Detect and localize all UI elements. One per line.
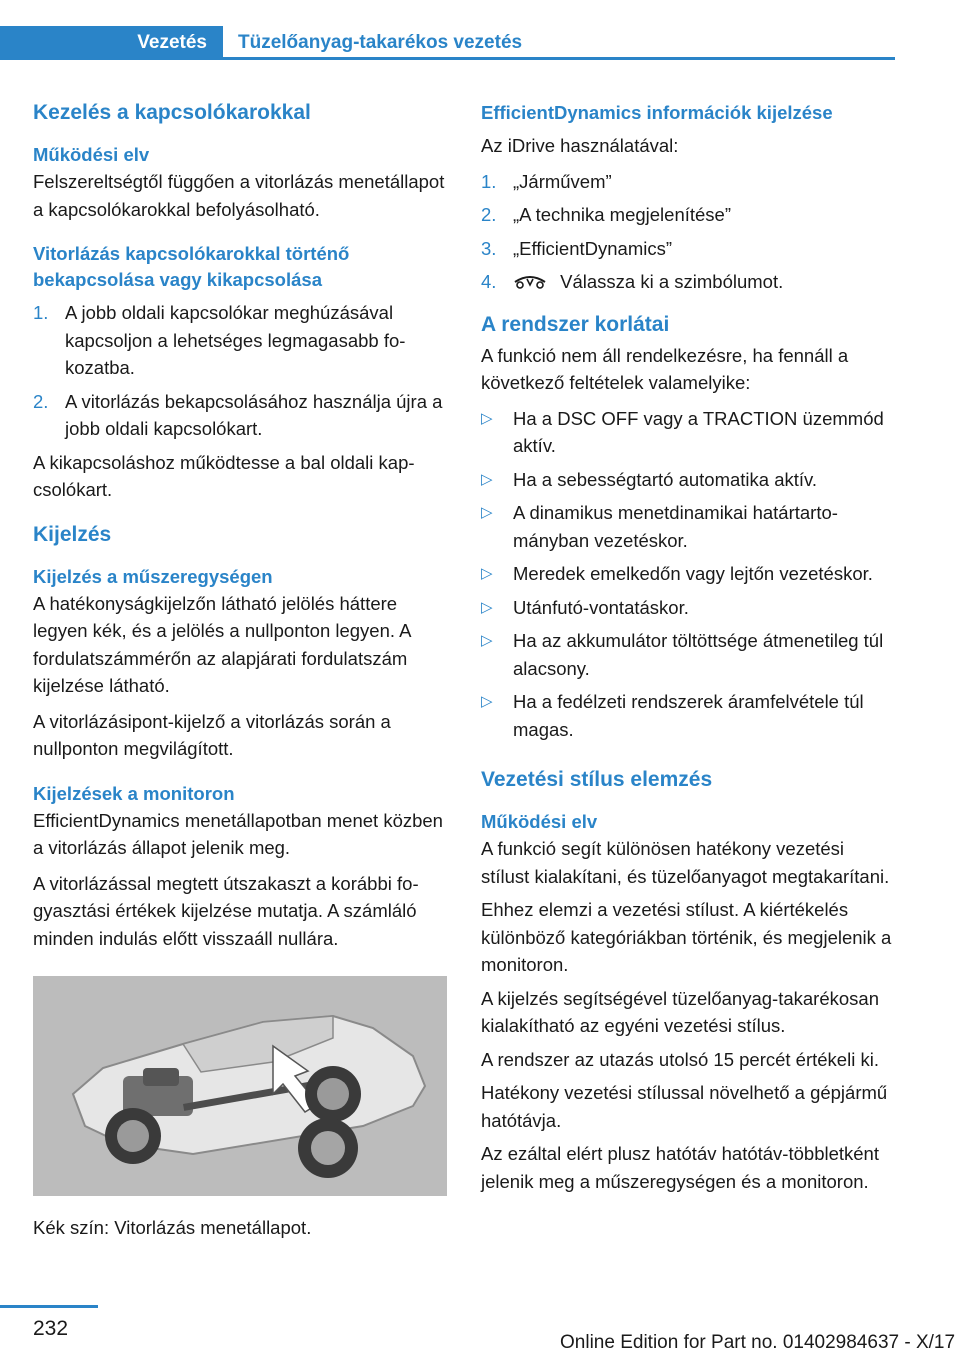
bullet-item [481,466,896,494]
paragraph: Ehhez elemzi a vezetési stílust. A kiértékelés különböző kategóriákban történik, és megjelenik a monitoron. [481,899,892,975]
paragraph: Hatékony vezetési stílussal növelhető a gépjármű hatótávja. [481,1082,888,1131]
bullet-text: Meredek emelkedőn vagy lejtőn vezetéskor. [513,563,873,584]
heading-vezetesi-stilus: Vezetési stílus elemzés [481,768,713,791]
car-drawing-icon [33,976,447,1196]
list-text: A vitorlázás bekapcsolásához használja újra a jobb oldali kapcsolókart. [65,390,443,439]
subheading-vitorlazas: Vitorlázás kapcsolókarokkal történő bekapcsolása vagy kikapcsolása [33,243,350,290]
figure-caption: Kék szín: Vitorlázás menetállapot. [33,1217,312,1238]
list-text: „Járművem” [513,170,612,192]
section-title[interactable]: Tüzelőanyag-takarékos vezetés [238,32,523,53]
paragraph: A kijelzés segítségével tüzelőanyag-takarékosan kialakítható az egyéni vezetési stílus. [481,987,879,1036]
list-item [481,235,896,263]
triangle-right-icon: ▷ [481,693,493,710]
bullet-item [481,688,896,743]
heading-kezeles: Kezelés a kapcsolókarokkal [33,101,311,124]
paragraph: Az iDrive használatával: [481,135,679,156]
list-text: „EfficientDynamics” [513,237,673,259]
list-number: 2. [33,390,49,412]
right-column [481,100,896,1195]
bullet-item [481,627,896,682]
paragraph: A funkció nem áll rendelkezésre, ha fennáll a következő feltételek valamelyike: [481,344,849,393]
bullet-item [481,560,896,588]
bullet-text: A dinamikus menetdinamikai határtartományban vezetéskor. [513,502,838,551]
bullet-text: Ha az akkumulátor töltöttsége átmenetileg túl alacsony. [513,630,884,679]
chapter-tab[interactable]: Vezetés [0,26,223,60]
car-illustration [33,976,447,1196]
paragraph: Felszereltségtől függően a vitorlázás menetállapot a kapcsolókarokkal befolyásolható. [33,171,445,220]
paragraph: A hatékonyságkijelzőn látható jelölés háttere legyen kék, és a jelölés a nullponton legyen. A fordulatszámmérőn az alapjárati fordulatszám kijelzése látható. [33,592,411,696]
paragraph: A kikapcsoláshoz működtesse a bal oldali kapcsolókart. [33,451,415,500]
list-item [481,268,896,298]
bullet-text: Ha a DSC OFF vagy a TRACTION üzemmód aktív. [513,407,884,456]
triangle-right-icon: ▷ [481,470,493,488]
bullet-text: Ha a sebességtartó automatika aktív. [513,468,818,490]
list-item [33,388,451,443]
edition-note: Online Edition for Part no. 01402984637 - X/17 [560,1332,956,1353]
list-text: „A technika megjelenítése” [513,204,732,225]
heading-kijelzes: Kijelzés [33,522,112,546]
subheading-mukodesi-elv-2: Működési elv [481,811,598,832]
list-number: 1. [481,170,497,192]
paragraph: A vitorlázásipont-kijelző a vitorlázás során a nullponton megvilágított. [33,710,391,759]
list-number: 2. [481,204,497,225]
list-item [481,168,896,196]
triangle-right-icon: ▷ [481,598,493,616]
list-number: 3. [481,237,497,259]
list-number: 1. [33,302,49,323]
triangle-right-icon: ▷ [481,632,493,649]
paragraph: A funkció segít különösen hatékony vezetési stílust kialakítani, és tüzelőanyagot megtakarítani. [481,838,890,887]
page-number: 232 [33,1317,69,1340]
heading-korlatai: A rendszer korlátai [481,312,670,336]
bullet-item [481,405,896,460]
triangle-right-icon: ▷ [481,504,493,521]
bullet-text: Utánfutó-vontatáskor. [513,596,689,618]
triangle-right-icon: ▷ [481,565,493,582]
steering-wheel-icon [513,270,547,298]
paragraph: A vitorlázással megtett útszakaszt a korábbi fogyasztási értékek kijelzése mutatja. A számláló minden indulás előtt visszaáll nullára. [33,872,419,949]
paragraph: Az ezáltal elért plusz hatótáv hatótáv-többletként jelenik meg a műszeregységen és a monitoron. [481,1143,879,1192]
list-item [481,201,896,229]
subheading-mukodesi-elv: Működési elv [33,144,150,165]
paragraph: EfficientDynamics menetállapotban menet közben a vitorlázás állapot jelenik meg. [33,809,443,858]
bullet-item [481,594,896,622]
list-item [33,299,451,382]
list-text: Válassza ki a szimbólumot. [560,271,784,292]
subheading-efficientdynamics: EfficientDynamics információk kijelzése [481,102,833,123]
bullet-text: Ha a fedélzeti rendszerek áramfelvétele túl magas. [513,691,864,740]
footer-rule [0,1305,98,1308]
triangle-right-icon: ▷ [481,409,493,427]
bullet-item [481,499,896,554]
subheading-monitoron: Kijelzések a monitoron [33,782,235,804]
subheading-muszeregyseg: Kijelzés a műszeregységen [33,565,273,587]
list-number: 4. [481,271,497,292]
list-text: A jobb oldali kapcsolókar meghúzásával kapcsoljon a lehetséges legmagasabb fokozatba. [65,302,406,378]
paragraph: A rendszer az utazás utolsó 15 percét értékeli ki. [481,1048,879,1070]
left-column [33,100,451,1242]
